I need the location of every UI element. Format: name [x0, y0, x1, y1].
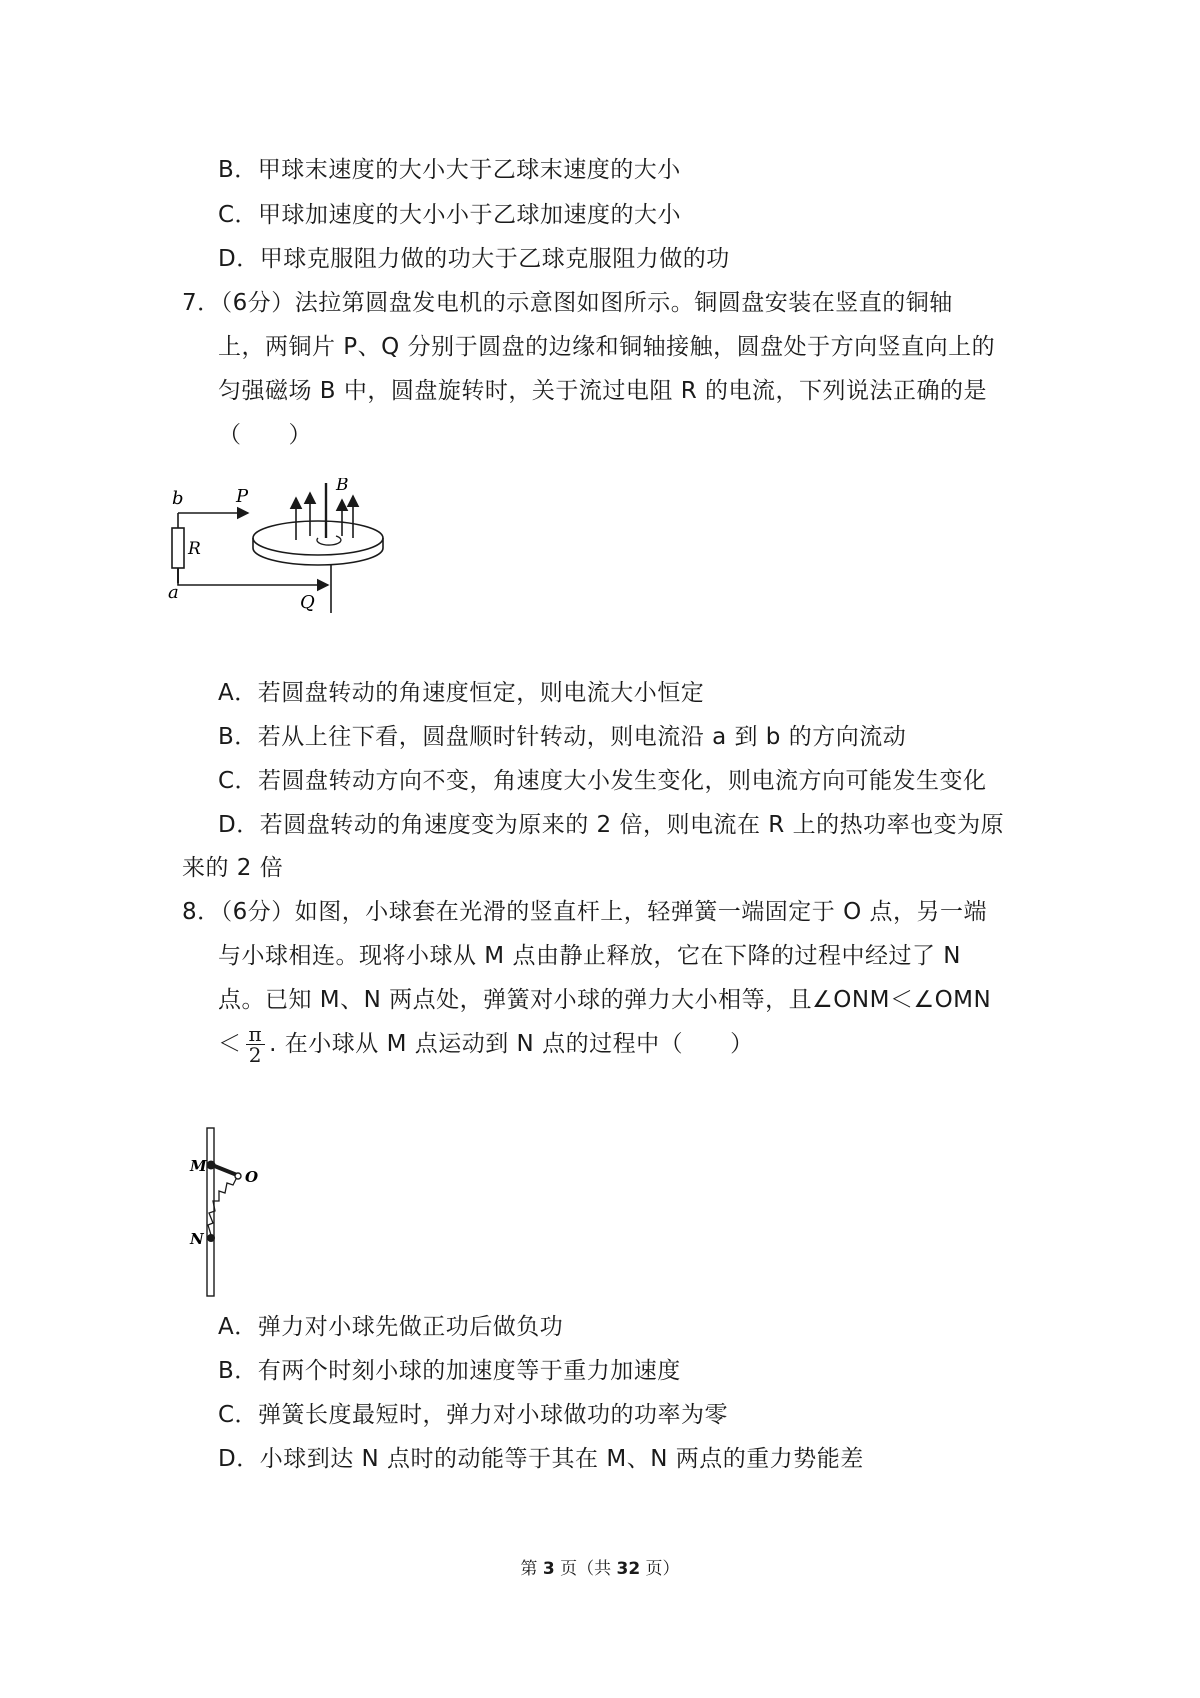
q8-option-c: C．弹簧长度最短时，弹力对小球做功的功率为零 [218, 1402, 729, 1428]
spring-rod-figure [175, 1125, 285, 1300]
q8-option-b: B．有两个时刻小球的加速度等于重力加速度 [218, 1358, 681, 1384]
q7-stem-line-1: 7．（6分）法拉第圆盘发电机的示意图如图所示。铜圆盘安装在竖直的铜轴 [182, 290, 953, 316]
label-a: a [168, 582, 179, 603]
q7-option-d-continued: 来的 2 倍 [182, 855, 284, 881]
label-b: b [172, 488, 184, 509]
label-p: P [236, 486, 249, 507]
page-footer [0, 1557, 1200, 1581]
q8-stem-line-2: 与小球相连。现将小球从 M 点由静止释放，它在下降的过程中经过了 N [218, 943, 961, 969]
current-page-number: 3 [542, 1559, 555, 1579]
q7-option-d: D．若圆盘转动的角速度变为原来的 2 倍，则电流在 R 上的热功率也变为原 [218, 812, 1005, 838]
resistor [172, 528, 184, 568]
spring-short-segment [212, 1165, 237, 1175]
q7-option-b: B．若从上往下看，圆盘顺时针转动，则电流沿 a 到 b 的方向流动 [218, 724, 907, 750]
fraction-numerator: π [246, 1024, 266, 1045]
label-b-field: B [336, 478, 349, 495]
q7-stem-line-4: （ ） [218, 422, 312, 448]
copper-disk [253, 521, 383, 565]
less-than-sign: ＜ [218, 1031, 242, 1057]
fixed-point-o [235, 1173, 241, 1179]
ball-at-m [207, 1161, 216, 1170]
q6-option-b: B．甲球末速度的大小大于乙球末速度的大小 [218, 157, 681, 183]
label-m: M [190, 1157, 207, 1175]
label-o: O [245, 1168, 259, 1186]
q8-stem-line-4 [218, 1024, 754, 1065]
wire-lower [178, 568, 328, 585]
q6-option-d: D．甲球克服阻力做的功大于乙球克服阻力做的功 [218, 246, 730, 272]
q8-stem-line-4-text: . 在小球从 M 点运动到 N 点的过程中（ ） [269, 1031, 754, 1057]
footer-prefix: 第 [520, 1559, 543, 1579]
faraday-disk-figure [168, 478, 418, 658]
footer-middle: 页（共 [554, 1559, 617, 1579]
q8-option-a: A．弹力对小球先做正功后做负功 [218, 1314, 564, 1340]
pi-over-2-fraction [246, 1024, 266, 1065]
q8-option-d: D．小球到达 N 点时的动能等于其在 M、N 两点的重力势能差 [218, 1446, 864, 1472]
footer-suffix: 页） [640, 1559, 680, 1579]
q7-option-c: C．若圆盘转动方向不变，角速度大小发生变化，则电流方向可能发生变化 [218, 768, 987, 794]
fraction-denominator: 2 [248, 1043, 262, 1067]
point-n [207, 1234, 215, 1242]
label-q: Q [300, 592, 315, 613]
q6-option-c: C．甲球加速度的大小小于乙球加速度的大小 [218, 202, 682, 228]
q7-stem-line-2: 上，两铜片 P、Q 分别于圆盘的边缘和铜轴接触，圆盘处于方向竖直向上的 [218, 334, 996, 360]
q8-stem-line-1: 8．（6分）如图，小球套在光滑的竖直杆上，轻弹簧一端固定于 O 点，另一端 [182, 899, 987, 925]
total-page-count: 32 [616, 1559, 641, 1579]
q7-option-a: A．若圆盘转动的角速度恒定，则电流大小恒定 [218, 680, 705, 706]
q7-stem-line-3: 匀强磁场 B 中，圆盘旋转时，关于流过电阻 R 的电流，下列说法正确的是 [218, 378, 988, 404]
label-r: R [188, 539, 201, 559]
q8-stem-line-3: 点。已知 M、N 两点处，弹簧对小球的弹力大小相等，且∠ONM＜∠OMN [218, 987, 992, 1013]
label-n: N [190, 1230, 204, 1248]
